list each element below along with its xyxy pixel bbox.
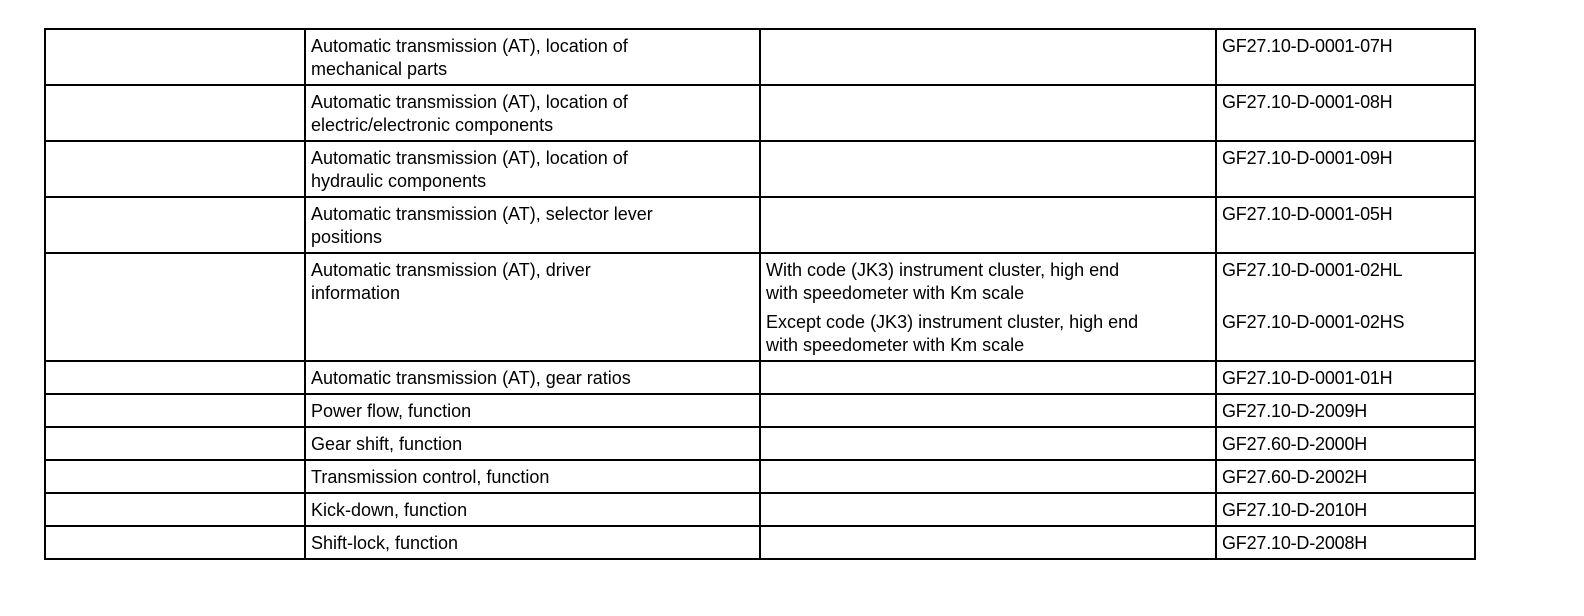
condition-cell xyxy=(760,29,1216,85)
title-cell xyxy=(305,526,760,559)
table-row xyxy=(45,29,1475,85)
code-variant xyxy=(1222,311,1470,334)
document-table xyxy=(44,28,1476,560)
title-text: Automatic transmission (AT), gear ratios xyxy=(311,368,631,388)
document-code: GF27.10-D-0001-08H xyxy=(1222,92,1393,112)
document-code: GF27.10-D-0001-02HL xyxy=(1222,260,1403,280)
title-cell xyxy=(305,253,760,361)
condition-cell xyxy=(760,85,1216,141)
condition-cell xyxy=(760,253,1216,361)
title-text: Automatic transmission (AT), location of xyxy=(311,148,628,168)
blank-cell xyxy=(45,526,305,559)
title-cell xyxy=(305,394,760,427)
table-row xyxy=(45,141,1475,197)
document-code: GF27.10-D-0001-01H xyxy=(1222,368,1393,388)
title-cell xyxy=(305,493,760,526)
document-code: GF27.10-D-0001-07H xyxy=(1222,36,1393,56)
blank-cell xyxy=(45,141,305,197)
title-cell xyxy=(305,85,760,141)
blank-cell xyxy=(45,197,305,253)
title-text: information xyxy=(311,283,401,303)
title-cell xyxy=(305,427,760,460)
document-code-cell xyxy=(1216,141,1475,197)
title-text: Shift-lock, function xyxy=(311,533,459,553)
condition-cell xyxy=(760,394,1216,427)
table-row xyxy=(45,361,1475,394)
document-code: GF27.60-D-2002H xyxy=(1222,467,1368,487)
title-text: hydraulic components xyxy=(311,171,487,191)
document-code-cell xyxy=(1216,394,1475,427)
document-code-cell xyxy=(1216,29,1475,85)
condition-variant xyxy=(766,259,1211,305)
condition-cell xyxy=(760,427,1216,460)
table-row xyxy=(45,85,1475,141)
title-text: Gear shift, function xyxy=(311,434,463,454)
document-code: GF27.10-D-2010H xyxy=(1222,500,1368,520)
document-code-cell xyxy=(1216,253,1475,361)
document-code-cell xyxy=(1216,197,1475,253)
table-body xyxy=(45,29,1475,559)
condition-variant xyxy=(766,311,1211,357)
table-row xyxy=(45,493,1475,526)
title-text: Kick-down, function xyxy=(311,500,468,520)
document-code-cell xyxy=(1216,526,1475,559)
title-cell xyxy=(305,141,760,197)
table-row xyxy=(45,460,1475,493)
document-code: GF27.10-D-0001-02HS xyxy=(1222,312,1405,332)
title-text: positions xyxy=(311,227,383,247)
condition-cell xyxy=(760,361,1216,394)
document-code-cell xyxy=(1216,460,1475,493)
table-row xyxy=(45,197,1475,253)
title-text: Transmission control, function xyxy=(311,467,550,487)
title-text: mechanical parts xyxy=(311,59,448,79)
title-cell xyxy=(305,29,760,85)
condition-text: with speedometer with Km scale xyxy=(766,283,1025,303)
document-code-cell xyxy=(1216,427,1475,460)
blank-cell xyxy=(45,253,305,361)
condition-cell xyxy=(760,493,1216,526)
title-cell xyxy=(305,361,760,394)
document-code: GF27.10-D-2008H xyxy=(1222,533,1368,553)
table-row xyxy=(45,427,1475,460)
title-cell xyxy=(305,197,760,253)
document-code: GF27.10-D-2009H xyxy=(1222,401,1368,421)
condition-text: with speedometer with Km scale xyxy=(766,335,1025,355)
document-code: GF27.10-D-0001-05H xyxy=(1222,204,1393,224)
table-row xyxy=(45,394,1475,427)
condition-cell xyxy=(760,460,1216,493)
blank-cell xyxy=(45,427,305,460)
title-text: Automatic transmission (AT), location of xyxy=(311,36,628,56)
document-code-cell xyxy=(1216,361,1475,394)
condition-cell xyxy=(760,197,1216,253)
blank-cell xyxy=(45,394,305,427)
blank-cell xyxy=(45,493,305,526)
table-row xyxy=(45,526,1475,559)
blank-cell xyxy=(45,361,305,394)
condition-cell xyxy=(760,526,1216,559)
title-text: electric/electronic components xyxy=(311,115,554,135)
table-row xyxy=(45,253,1475,361)
document-code: GF27.60-D-2000H xyxy=(1222,434,1368,454)
code-variant xyxy=(1222,259,1470,305)
blank-cell xyxy=(45,85,305,141)
condition-text: With code (JK3) instrument cluster, high end xyxy=(766,260,1120,280)
condition-text: Except code (JK3) instrument cluster, high end xyxy=(766,312,1139,332)
title-text: Automatic transmission (AT), selector lever xyxy=(311,204,653,224)
title-text: Automatic transmission (AT), driver xyxy=(311,260,591,280)
document-code: GF27.10-D-0001-09H xyxy=(1222,148,1393,168)
title-text: Power flow, function xyxy=(311,401,472,421)
document-code-cell xyxy=(1216,493,1475,526)
title-text: Automatic transmission (AT), location of xyxy=(311,92,628,112)
blank-cell xyxy=(45,460,305,493)
blank-cell xyxy=(45,29,305,85)
title-cell xyxy=(305,460,760,493)
condition-cell xyxy=(760,141,1216,197)
document-code-cell xyxy=(1216,85,1475,141)
